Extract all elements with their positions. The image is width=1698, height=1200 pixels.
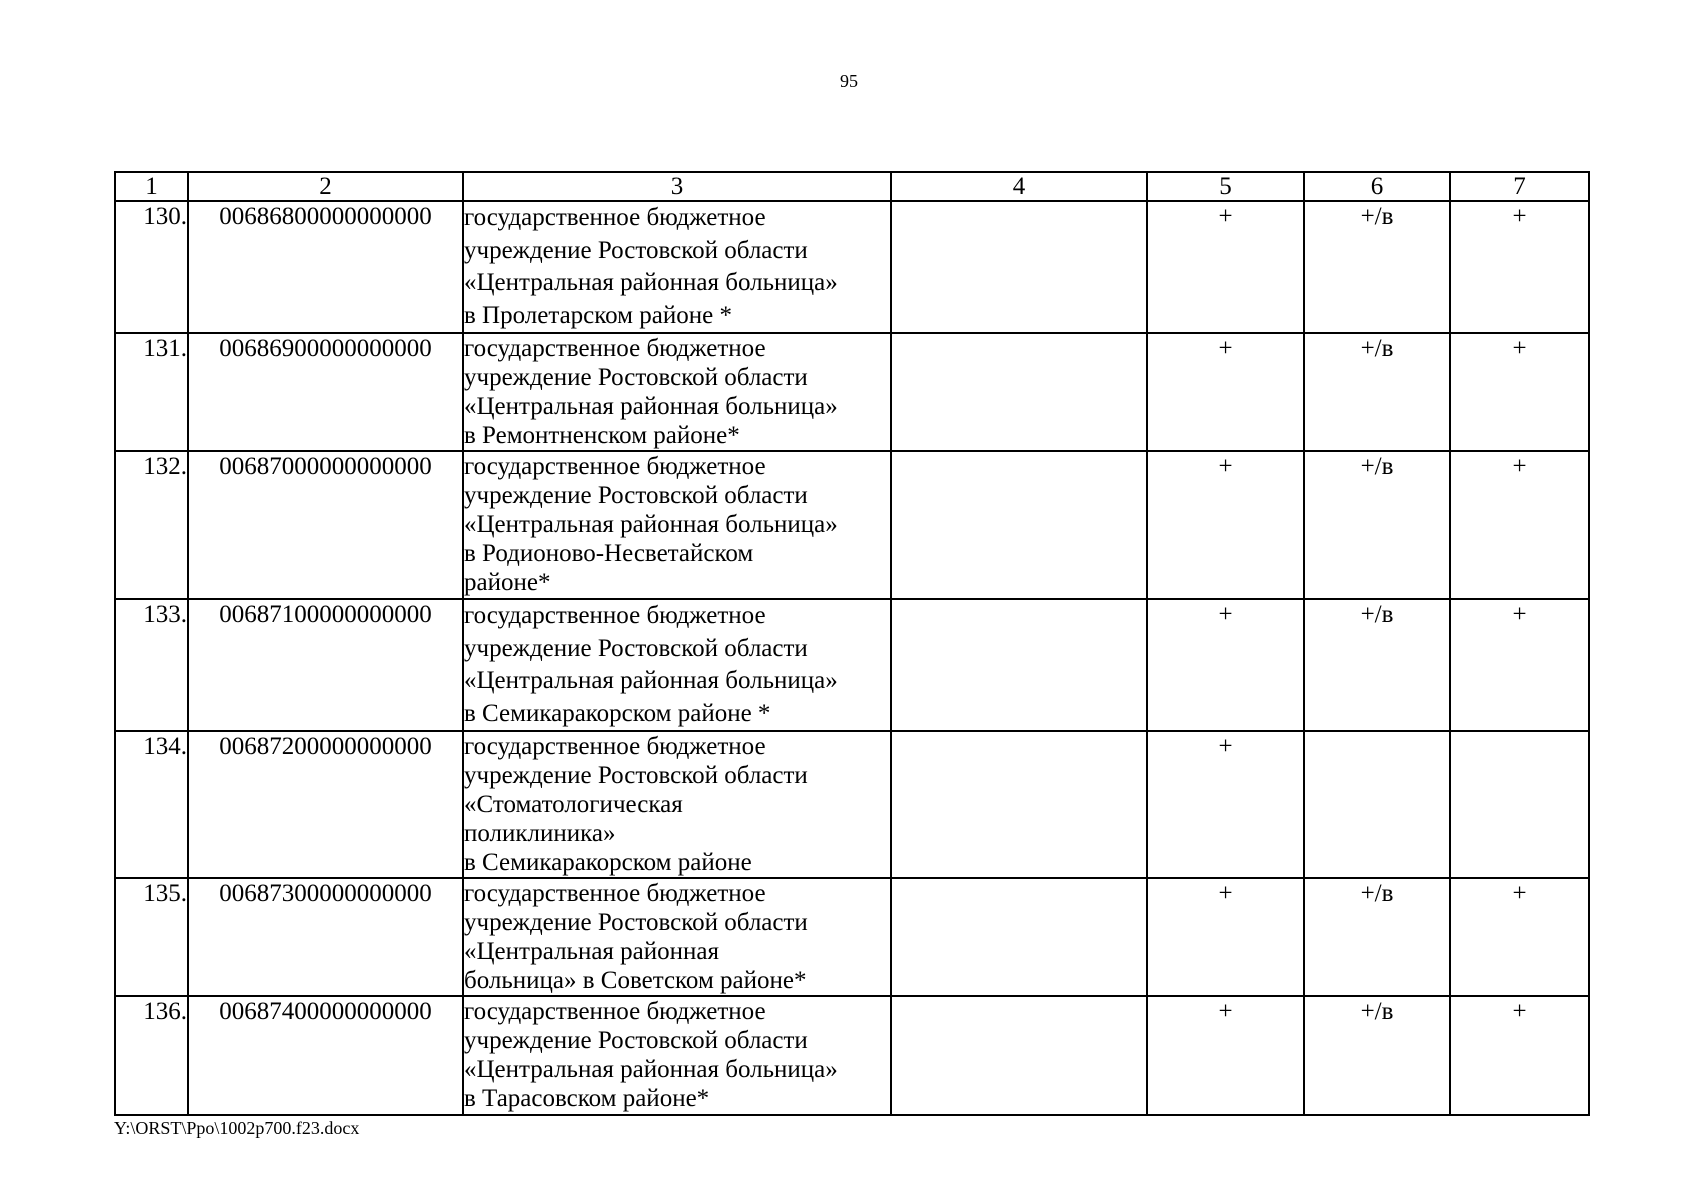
col5-cell: + <box>1147 599 1304 731</box>
name-line: в Родионово-Несветайском <box>464 540 754 567</box>
row-number: 132. <box>115 451 188 599</box>
col5-cell: + <box>1147 451 1304 599</box>
col6-cell: +/в <box>1304 599 1450 731</box>
name-line: государственное бюджетное <box>464 453 766 480</box>
name-line: в Семикаракорском районе * <box>464 699 771 727</box>
column-header: 3 <box>463 172 891 201</box>
col6-cell: +/в <box>1304 451 1450 599</box>
column-header: 4 <box>891 172 1147 201</box>
table-row <box>115 451 1589 599</box>
row-number: 133. <box>115 599 188 731</box>
col7-cell: + <box>1450 878 1589 996</box>
table-row <box>115 599 1589 731</box>
col4-cell <box>891 599 1147 731</box>
name-line: поликлиника» <box>464 820 616 847</box>
name-line: государственное бюджетное <box>464 204 766 231</box>
column-header: 7 <box>1450 172 1589 201</box>
name-line: «Центральная районная больница» <box>464 1056 838 1083</box>
institution-name <box>463 878 891 996</box>
name-line: в Семикаракорском районе <box>464 849 752 876</box>
name-line: учреждение Ростовской области <box>464 364 808 391</box>
institution-name <box>463 451 891 599</box>
name-line: учреждение Ростовской области <box>464 909 808 936</box>
col5-cell: + <box>1147 201 1304 333</box>
col7-cell <box>1450 731 1589 878</box>
row-code: 00686900000000000 <box>188 333 463 451</box>
row-code: 00687000000000000 <box>188 451 463 599</box>
col4-cell <box>891 333 1147 451</box>
header-row <box>115 172 1589 201</box>
name-line: в Пролетарском районе * <box>464 301 732 329</box>
page-number: 95 <box>840 71 858 91</box>
col5-cell: + <box>1147 996 1304 1115</box>
name-line: «Центральная районная больница» <box>464 667 838 694</box>
name-line: учреждение Ростовской области <box>464 762 808 789</box>
col4-cell <box>891 878 1147 996</box>
name-line: учреждение Ростовской области <box>464 236 808 264</box>
col5-cell: + <box>1147 731 1304 878</box>
table-row <box>115 201 1589 333</box>
col6-cell <box>1304 731 1450 878</box>
row-number: 131. <box>115 333 188 451</box>
footer-file-path: Y:\ORST\Ppo\1002p700.f23.docx <box>114 1118 360 1138</box>
row-code: 00687300000000000 <box>188 878 463 996</box>
name-line: государственное бюджетное <box>464 602 766 629</box>
col4-cell <box>891 201 1147 333</box>
col6-cell: +/в <box>1304 996 1450 1115</box>
column-header: 5 <box>1147 172 1304 201</box>
row-code: 00687400000000000 <box>188 996 463 1115</box>
registry-table <box>114 171 1590 1116</box>
name-line: «Центральная районная больница» <box>464 269 838 296</box>
name-line: «Стоматологическая <box>464 791 683 818</box>
col7-cell: + <box>1450 996 1589 1115</box>
name-line: государственное бюджетное <box>464 998 766 1025</box>
institution-name <box>463 201 891 333</box>
col7-cell: + <box>1450 599 1589 731</box>
column-header: 6 <box>1304 172 1450 201</box>
col6-cell: +/в <box>1304 333 1450 451</box>
name-line: «Центральная районная <box>464 938 720 965</box>
institution-name <box>463 333 891 451</box>
row-code: 00687100000000000 <box>188 599 463 731</box>
institution-name <box>463 599 891 731</box>
col7-cell: + <box>1450 333 1589 451</box>
col7-cell: + <box>1450 201 1589 333</box>
name-line: в Тарасовском районе* <box>464 1085 710 1112</box>
column-header: 1 <box>115 172 188 201</box>
row-number: 136. <box>115 996 188 1115</box>
col6-cell: +/в <box>1304 878 1450 996</box>
row-code: 00687200000000000 <box>188 731 463 878</box>
name-line: учреждение Ростовской области <box>464 1027 808 1054</box>
table-row <box>115 878 1589 996</box>
name-line: учреждение Ростовской области <box>464 482 808 509</box>
name-line: «Центральная районная больница» <box>464 393 838 420</box>
name-line: учреждение Ростовской области <box>464 634 808 662</box>
name-line: районе* <box>464 569 551 596</box>
row-number: 135. <box>115 878 188 996</box>
name-line: государственное бюджетное <box>464 335 766 362</box>
table-row <box>115 996 1589 1115</box>
col6-cell: +/в <box>1304 201 1450 333</box>
name-line: «Центральная районная больница» <box>464 511 838 538</box>
institution-name <box>463 996 891 1115</box>
institution-name <box>463 731 891 878</box>
col4-cell <box>891 996 1147 1115</box>
column-header: 2 <box>188 172 463 201</box>
name-line: государственное бюджетное <box>464 733 766 760</box>
name-line: больница» в Советском районе* <box>464 967 807 994</box>
row-code: 00686800000000000 <box>188 201 463 333</box>
col5-cell: + <box>1147 878 1304 996</box>
name-line: в Ремонтненском районе* <box>464 422 740 449</box>
col7-cell: + <box>1450 451 1589 599</box>
row-number: 130. <box>115 201 188 333</box>
table-row <box>115 731 1589 878</box>
col4-cell <box>891 731 1147 878</box>
col4-cell <box>891 451 1147 599</box>
col5-cell: + <box>1147 333 1304 451</box>
row-number: 134. <box>115 731 188 878</box>
table-row <box>115 333 1589 451</box>
name-line: государственное бюджетное <box>464 880 766 907</box>
